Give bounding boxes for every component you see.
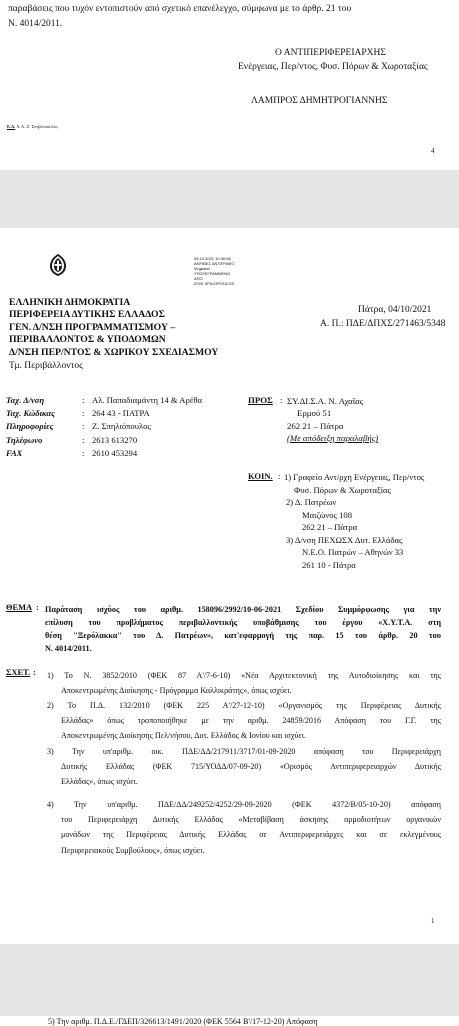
contact-label: Ταχ. Δ/νση: [6, 395, 45, 405]
initials-label: Ε.Δ.: [7, 124, 16, 129]
page-gap: [0, 170, 459, 228]
recipient-block: ΣΥ.ΔΙ.Σ.Α. Ν. Αχαΐας Ερμού 51 262 21 – Πάτρα (Με απόδειξη παραλαβής): [287, 396, 379, 443]
contact-value: 2613 613270: [92, 435, 138, 445]
partial-text-line: 5) Την αριθμ. Π.Δ.Ε./ΓΔΕΠ/326613/1491/2020 (ΦΕΚ 5564 Β'/17-12-20) Απόφαση: [48, 1017, 318, 1026]
contact-label: Ταχ. Κώδικας: [6, 408, 55, 418]
body-text-line: Ν. 4014/2011.: [8, 19, 63, 29]
page-gap: [0, 944, 459, 1016]
authority-header: ΕΛΛΗΝΙΚΗ ΔΗΜΟΚΡΑΤΙΑ ΠΕΡΙΦΕΡΕΙΑ ΔΥΤΙΚΗΣ ΕΛΛΑΔΟΣ ΓΕΝ. Δ/ΝΣΗ ΠΡΟΓΡΑΜΜΑΤΙΣΜΟΥ – ΠΕΡΙΒΑΛΛΟΝΤΟΣ & ΥΠΟΔΟΜΩΝ Δ/ΝΣΗ ΠΕΡ/ΝΤΟΣ & ΧΩΡΙΚΟΥ ΣΧΕΔΙΑΣΜΟΥ: [9, 297, 219, 358]
cc-block: 1) Γραφείο Αντ/ρχη Ενέργειας, Περ/ντος Φυσ. Πόρων & Χωροταξίας 2) Δ. Πατρέων Μαιζώνος 108 262 21 – Πάτρα 3) Δ/νση ΠΕΧΩΣΧ Δυτ. Ελλάδας Ν.Ε.Ο. Πατρών – Αθηνών 33 261 10 - Πάτρα: [284, 472, 425, 570]
references-label: ΣΧΕΤ.: [6, 668, 31, 677]
reference-item: 4) Την υπ'αριθμ. ΠΔΕ/ΔΔ/249252/4252/29-09-2020 (ΦΕΚ 4372/Β/05-10-20) απόφαση του Περιφερειάρχη Δυτικής Ελλάδας «Μεταβίβαση άσκησης αρμοδιοτήτων οργανικών μονάδων της Περιφέρειας Δυτικής Ελλάδας σε Αντιπεριφερειάρχες και σε εκλεγμένους Περιφερειακούς Συμβούλους», όπως ισχύει.: [47, 800, 441, 855]
digital-signature-stamp: 05.10.2021 10:39:58 ΑΚΡΙΒΕΣ ΑΝΤΙΓΡΑΦΟ Ψηφιακά ΥΠΟΓΕΓΡΑΜΜΕΝΟ ΑΠΟ ZOIS SPILIOPOULOS: [194, 256, 235, 286]
reference-item: 2) Το Π.Δ. 132/2010 (ΦΕΚ 225 Α'/27-12-10) «Οργανισμός της Περιφέρειας Δυτικής Ελλάδας» όπως τροποποιήθηκε με την αριθμ. 24859/2016 Απόφαση του Γ.Γ. της Αποκεντρωμένης Διοίκησης Πελ/νήσου, Δυτ. Ελλάδος & Ιονίου και ισχύει.: [47, 701, 441, 741]
contact-label: Τηλέφωνο: [6, 435, 43, 445]
department: Τμ. Περιβάλλοντος: [9, 361, 83, 371]
greek-emblem-icon: [47, 253, 69, 277]
contact-label: FAX: [6, 448, 23, 458]
page-number: 1: [431, 917, 435, 925]
subject-text: Παράταση ισχύος του αριθμ. 158096/2992/10-06-2021 Σχεδίου Συμμόρφωσης για την επίλυση του προβλήματος περιβαλλοντικής υποβάθμισης του έργου «Χ.Υ.Τ.Α. στη θέση ''Ξερόλακκα'' του Δ. Πατρέων», κατ'εφαρμογή της παρ. 15 του άρθρ. 20 του Ν. 4014/2011.: [45, 605, 441, 653]
contact-value: 264 43 - ΠΑΤΡΑ: [92, 408, 150, 418]
cc-label: ΚΟΙΝ.: [248, 471, 273, 481]
contact-value: Ζ. Σπηλιόπουλος: [92, 421, 151, 431]
signatory-name: ΛΑΜΠΡΟΣ ΔΗΜΗΤΡΟΓΙΑΝΝΗΣ: [251, 96, 388, 106]
signatory-role: Ενέργειας, Περ/ντος, Φυσ. Πόρων & Χωροταξίας: [238, 62, 428, 72]
place-date: Πάτρα, 04/10/2021: [358, 305, 432, 315]
to-label: ΠΡΟΣ: [248, 395, 273, 405]
contact-value: Αλ. Παπαδιαμάντη 14 & Αρέθα: [92, 395, 202, 405]
page-number: 4: [431, 147, 435, 155]
signatory-title: Ο ΑΝΤΙΠΕΡΙΦΕΡΕΙΑΡΧΗΣ: [275, 48, 386, 58]
contact-value: 2610 453294: [92, 448, 138, 458]
reference-item: 3) Την υπ'αριθμ. οικ. ΠΔΕ/ΔΔ/217911/3717/01-09-2020 απόφαση του Περιφερειάρχη Δυτικής Ελλάδας (ΦΕΚ 715/ΥΟΔΔ/07-09-20) «Ορισμός Αντιπεριφερειαρχών Δυτικής Ελλάδας», όπως ισχύει.: [47, 747, 441, 787]
initials-text: Χ.Α. Ζ. Σπηλιόπουλος: [16, 124, 58, 129]
subject-label: ΘΕΜΑ: [6, 603, 33, 612]
body-text-line: παραβάσεις που τυχόν εντοπιστούν από σχετικό επανέλεγχο, σύμφωνα με το άρθρ. 21 του: [8, 4, 352, 14]
reference-item: 1) Το Ν. 3852/2010 (ΦΕΚ 87 Α'/7-6-10) «Νέα Αρχιτεκτονική της Αυτοδιοίκησης και της Αποκεντρωμένης Διοίκησης - Πρόγραμμα Καλλικράτης», όπως ισχύει.: [47, 671, 441, 696]
contact-label: Πληροφορίες: [6, 421, 54, 431]
initials-line: [7, 124, 58, 129]
protocol-number: Α. Π.: ΠΔΕ/ΔΠΧΣ/271463/5348: [320, 319, 446, 329]
